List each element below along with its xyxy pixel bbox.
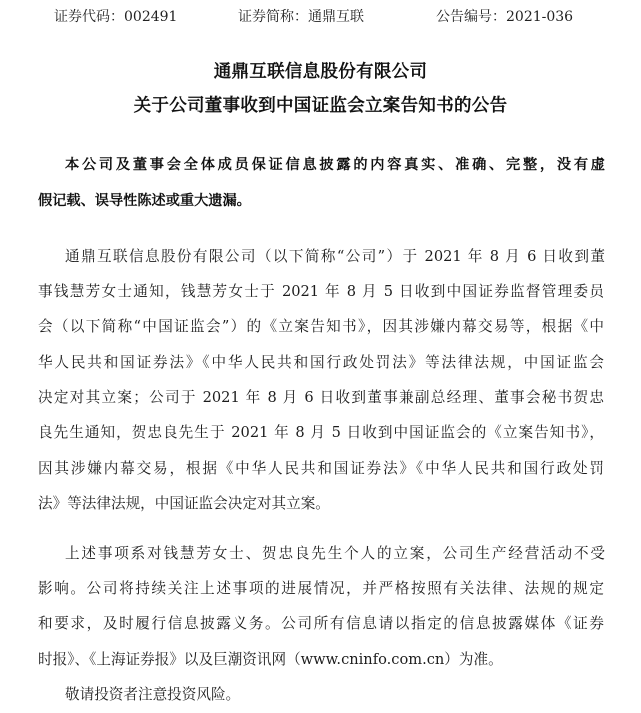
security-code: 证券代码：002491	[54, 9, 178, 25]
paragraph-1-line: 法》等法律法规，中国证监会决定对其立案。	[38, 495, 330, 512]
security-short-name: 证券简称：通鼎互联	[238, 9, 364, 25]
paragraph-2-line: 上述事项系对钱慧芳女士、贺忠良先生个人的立案，公司生产经营活动不受	[65, 545, 605, 562]
board-statement-line: 假记载、误导性陈述或重大遗漏。	[38, 193, 251, 209]
document-header	[0, 7, 641, 27]
paragraph-1-line: 决定对其立案；公司于 2021 年 8 月 6 日收到董事兼副总经理、董事会秘书贺忠	[38, 389, 604, 406]
paragraph-2-line: 影响。公司将持续关注上述事项的进展情况，并严格按照有关法律、法规的规定	[38, 580, 604, 597]
paragraph-1-line: 良先生通知，贺忠良先生于 2021 年 8 月 5 日收到中国证监会的《立案告知书》，	[38, 424, 604, 441]
paragraph-1-line: 因其涉嫌内幕交易，根据《中华人民共和国证券法》《中华人民共和国行政处罚	[38, 460, 604, 477]
paragraph-1-line: 通鼎互联信息股份有限公司（以下简称“公司”）于 2021 年 8 月 6 日收到董	[65, 248, 605, 265]
company-name-title: 通鼎互联信息股份有限公司	[213, 62, 428, 82]
paragraph-2-line: 时报》、《上海证券报》以及巨潮资讯网（www.cninfo.com.cn）为准。	[38, 651, 503, 668]
paragraph-1-line: 事钱慧芳女士通知，钱慧芳女士于 2021 年 8 月 5 日收到中国证券监督管理委员	[38, 283, 604, 300]
paragraph-1-line: 华人民共和国证券法》《中华人民共和国行政处罚法》等法律法规，中国证监会	[38, 354, 604, 371]
announcement-number: 公告编号：2021-036	[436, 9, 574, 25]
board-statement-line: 本公司及董事会全体成员保证信息披露的内容真实、准确、完整，没有虚	[65, 157, 605, 173]
announcement-subject-title: 关于公司董事收到中国证监会立案告知书的公告	[133, 96, 508, 116]
risk-warning-line: 敬请投资者注意投资风险。	[65, 686, 241, 703]
paragraph-1-line: 会（以下简称“中国证监会”）的《立案告知书》，因其涉嫌内幕交易等，根据《中	[38, 318, 604, 335]
paragraph-2-line: 和要求，及时履行信息披露义务。公司所有信息请以指定的信息披露媒体《证券	[38, 615, 604, 632]
